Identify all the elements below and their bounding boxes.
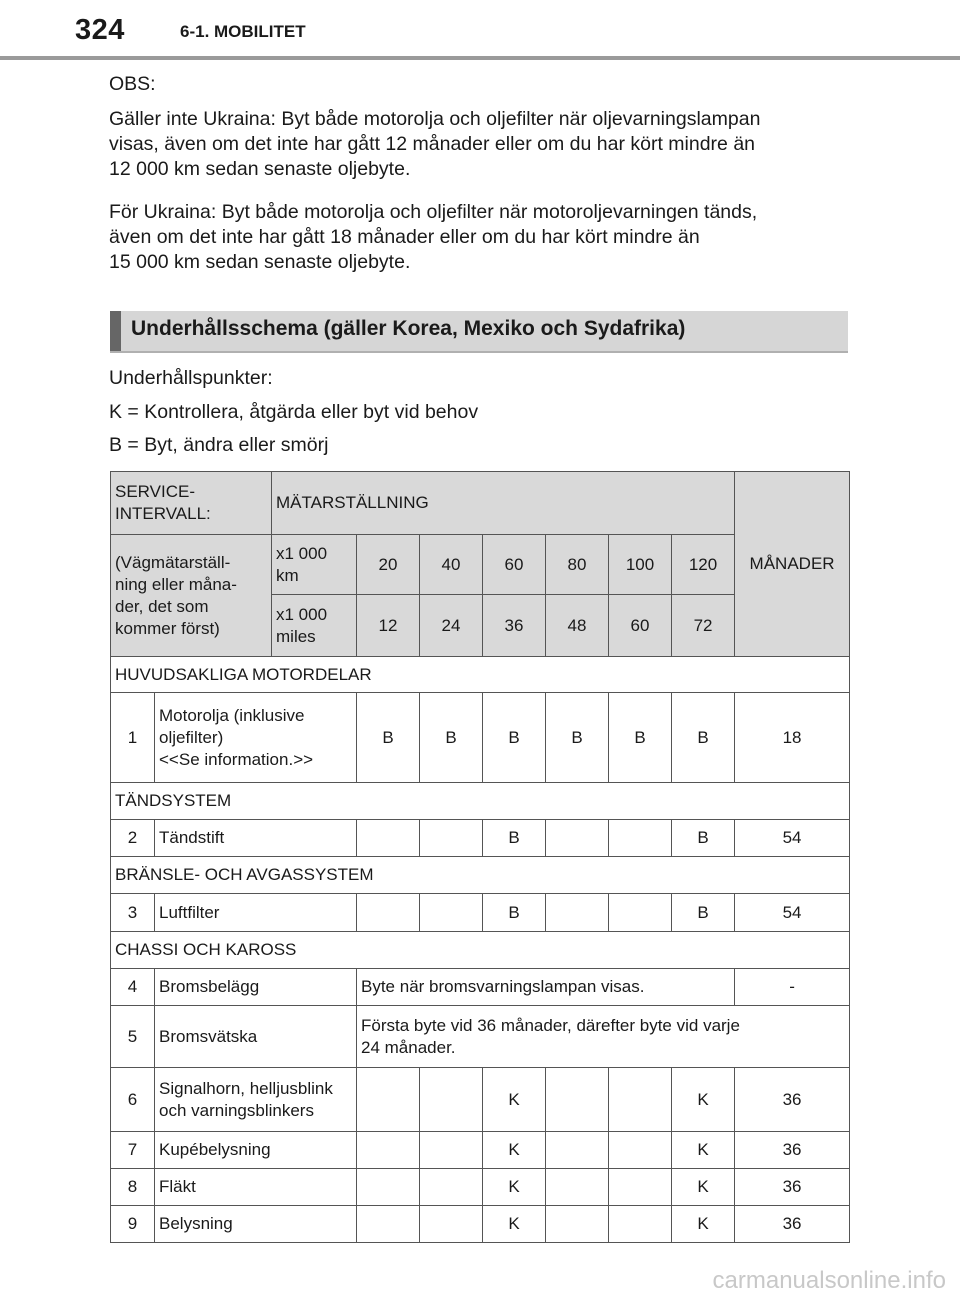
schedule-cell: B	[420, 693, 483, 783]
months-value: -	[735, 969, 850, 1006]
item-name: Fläkt	[155, 1169, 357, 1206]
text-line: även om det inte har gått 18 månader eller om du har kört mindre än	[109, 226, 700, 248]
schedule-cell: B	[672, 894, 735, 932]
schedule-cell	[357, 894, 420, 932]
text-line: 24 månader.	[361, 1037, 456, 1057]
miles-value: 12	[357, 595, 420, 657]
schedule-cell	[357, 1068, 420, 1132]
schedule-cell: K	[672, 1169, 735, 1206]
schedule-cell	[609, 820, 672, 857]
schedule-cell	[357, 820, 420, 857]
schedule-cell	[420, 1132, 483, 1169]
table-row	[111, 969, 850, 1006]
schedule-cell: B	[672, 693, 735, 783]
page-number: 324	[75, 14, 125, 46]
months-value: 54	[735, 894, 850, 932]
months-header: MÅNADER	[735, 472, 850, 657]
section-accent	[110, 311, 121, 351]
item-number: 8	[111, 1169, 155, 1206]
item-name	[155, 1068, 357, 1132]
schedule-cell	[420, 1068, 483, 1132]
schedule-cell	[546, 1169, 609, 1206]
table-row	[111, 1068, 850, 1132]
text-line: miles	[276, 626, 316, 646]
text-line: kommer först)	[115, 618, 220, 638]
km-unit	[272, 535, 357, 595]
schedule-cell: K	[672, 1068, 735, 1132]
text-line: der, det som	[115, 596, 209, 616]
months-value: 36	[735, 1206, 850, 1243]
schedule-cell: B	[357, 693, 420, 783]
legend-k: K = Kontrollera, åtgärda eller byt vid behov	[109, 401, 479, 423]
miles-value: 24	[420, 595, 483, 657]
schedule-cell: K	[483, 1169, 546, 1206]
schedule-cell: B	[546, 693, 609, 783]
schedule-cell	[546, 1068, 609, 1132]
item-number: 4	[111, 969, 155, 1006]
watermark: carmanualsonline.info	[712, 1267, 946, 1294]
chapter-title: 6-1. MOBILITET	[180, 22, 306, 41]
item-note	[357, 1006, 850, 1068]
text-line: visas, även om det inte har gått 12 månader eller om du har kört mindre än	[109, 133, 756, 155]
table-header-row	[111, 472, 850, 535]
schedule-cell	[546, 820, 609, 857]
item-number: 3	[111, 894, 155, 932]
schedule-cell	[609, 1206, 672, 1243]
schedule-cell	[546, 1132, 609, 1169]
item-number: 7	[111, 1132, 155, 1169]
text-line: och varningsblinkers	[159, 1100, 314, 1120]
text-line: 15 000 km sedan senaste oljebyte.	[109, 251, 411, 273]
section-heading-bar	[110, 311, 848, 353]
text-line: <<Se information.>>	[159, 749, 314, 769]
miles-unit	[272, 595, 357, 657]
schedule-cell	[609, 894, 672, 932]
maintenance-schedule-table	[110, 471, 850, 1243]
note-label: OBS:	[109, 73, 156, 95]
schedule-cell	[420, 1206, 483, 1243]
item-number: 2	[111, 820, 155, 857]
months-value: 18	[735, 693, 850, 783]
item-name: Belysning	[155, 1206, 357, 1243]
table-row	[111, 1132, 850, 1169]
schedule-cell	[546, 894, 609, 932]
schedule-cell: B	[483, 693, 546, 783]
text-line: Signalhorn, helljusblink	[159, 1078, 333, 1098]
months-value: 36	[735, 1169, 850, 1206]
schedule-cell	[609, 1132, 672, 1169]
table-row	[111, 1169, 850, 1206]
schedule-cell: B	[483, 894, 546, 932]
km-value: 80	[546, 535, 609, 595]
schedule-cell: K	[483, 1132, 546, 1169]
text-line: x1 000	[276, 543, 328, 563]
schedule-cell	[420, 1169, 483, 1206]
km-value: 120	[672, 535, 735, 595]
text-line: (Vägmätarställ-	[115, 552, 231, 572]
item-name: Luftfilter	[155, 894, 357, 932]
item-note: Byte när bromsvarningslampan visas.	[357, 969, 735, 1006]
schedule-cell	[420, 894, 483, 932]
miles-value: 60	[609, 595, 672, 657]
text-line: ning eller måna-	[115, 574, 237, 594]
km-value: 20	[357, 535, 420, 595]
category-ignition: TÄNDSYSTEM	[111, 783, 850, 820]
item-number: 9	[111, 1206, 155, 1243]
schedule-cell	[357, 1206, 420, 1243]
text-line: SERVICE-	[115, 482, 195, 501]
months-value: 36	[735, 1132, 850, 1169]
schedule-cell: K	[672, 1132, 735, 1169]
km-value: 60	[483, 535, 546, 595]
item-number: 1	[111, 693, 155, 783]
schedule-cell	[357, 1132, 420, 1169]
category-fuel: BRÄNSLE- OCH AVGASSYSTEM	[111, 857, 850, 894]
text-line: oljefilter)	[159, 727, 224, 747]
schedule-cell: K	[672, 1206, 735, 1243]
schedule-cell	[420, 820, 483, 857]
schedule-cell: B	[609, 693, 672, 783]
schedule-cell	[609, 1068, 672, 1132]
text-line: INTERVALL:	[115, 504, 211, 523]
miles-value: 36	[483, 595, 546, 657]
category-row	[111, 657, 850, 693]
schedule-cell: K	[483, 1206, 546, 1243]
table-row	[111, 894, 850, 932]
schedule-cell	[546, 1206, 609, 1243]
category-row	[111, 783, 850, 820]
text-line: Gäller inte Ukraina: Byt både motorolja och oljefilter när oljevarningslampan	[109, 108, 761, 130]
category-chassis: CHASSI OCH KAROSS	[111, 932, 850, 969]
miles-value: 72	[672, 595, 735, 657]
section-title: Underhållsschema (gäller Korea, Mexiko och Sydafrika)	[131, 317, 686, 340]
note-paragraph-1	[109, 107, 849, 182]
section-intro: Underhållspunkter:	[109, 367, 273, 389]
text-line: Första byte vid 36 månader, därefter byte vid varje	[361, 1015, 740, 1035]
interval-note	[111, 535, 272, 657]
category-engine: HUVUDSAKLIGA MOTORDELAR	[111, 657, 850, 693]
item-name: Tändstift	[155, 820, 357, 857]
table-row	[111, 1006, 850, 1068]
table-row	[111, 1206, 850, 1243]
item-name: Bromsbelägg	[155, 969, 357, 1006]
schedule-cell	[357, 1169, 420, 1206]
legend-b: B = Byt, ändra eller smörj	[109, 434, 329, 456]
schedule-cell: B	[672, 820, 735, 857]
km-value: 100	[609, 535, 672, 595]
table-row	[111, 820, 850, 857]
text-line: x1 000	[276, 604, 328, 624]
schedule-cell: K	[483, 1068, 546, 1132]
item-number: 5	[111, 1006, 155, 1068]
header-rule	[0, 56, 960, 60]
text-line: För Ukraina: Byt både motorolja och oljefilter när motoroljevarningen tänds,	[109, 201, 758, 223]
service-interval-header	[111, 472, 272, 535]
months-value: 36	[735, 1068, 850, 1132]
schedule-cell	[609, 1169, 672, 1206]
item-name: Bromsvätska	[155, 1006, 357, 1068]
table-row	[111, 693, 850, 783]
miles-value: 48	[546, 595, 609, 657]
text-line: Motorolja (inklusive	[159, 705, 305, 725]
text-line: km	[276, 565, 299, 585]
text-line: 12 000 km sedan senaste oljebyte.	[109, 158, 411, 180]
months-value: 54	[735, 820, 850, 857]
category-row	[111, 857, 850, 894]
item-number: 6	[111, 1068, 155, 1132]
note-paragraph-2	[109, 200, 849, 275]
km-value: 40	[420, 535, 483, 595]
schedule-cell: B	[483, 820, 546, 857]
item-name	[155, 693, 357, 783]
category-row	[111, 932, 850, 969]
item-name: Kupébelysning	[155, 1132, 357, 1169]
odometer-header: MÄTARSTÄLLNING	[272, 472, 735, 535]
